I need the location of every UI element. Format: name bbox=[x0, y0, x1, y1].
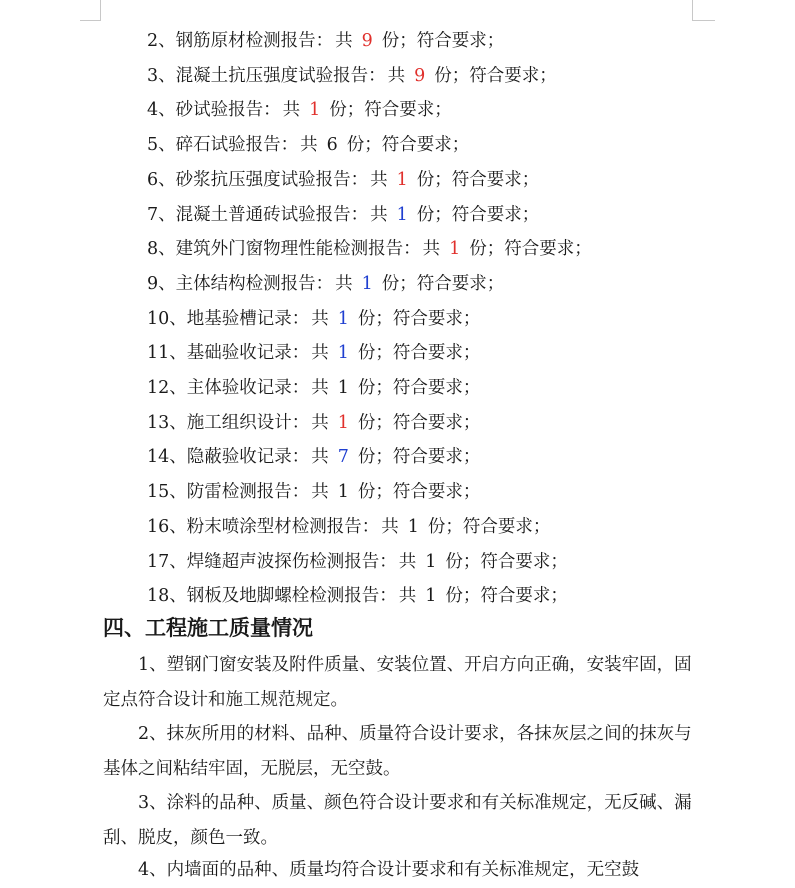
item-count: 1 bbox=[425, 586, 437, 607]
item-number: 17、 bbox=[147, 551, 187, 572]
item-name: 钢筋原材检测报告： bbox=[175, 31, 334, 51]
item-count: 1 bbox=[425, 551, 437, 572]
item-count: 1 bbox=[337, 378, 349, 398]
item-count: 7 bbox=[337, 447, 349, 468]
paragraph: 4、内墙面的品种、质量均符合设计要求和有关标准规定，无空鼓 bbox=[138, 860, 640, 880]
report-list-item bbox=[147, 336, 480, 370]
item-count: 1 bbox=[337, 482, 349, 503]
item-number: 10、 bbox=[147, 308, 187, 329]
item-name: 粉末喷涂型材检测报告： bbox=[186, 516, 380, 537]
item-count: 9 bbox=[414, 65, 426, 86]
item-number: 6、 bbox=[147, 169, 176, 190]
report-list-item bbox=[147, 24, 504, 58]
report-list-item bbox=[147, 406, 480, 440]
report-list-item bbox=[147, 198, 539, 232]
report-list-item bbox=[147, 440, 480, 474]
item-count: 1 bbox=[361, 273, 373, 294]
report-list-item bbox=[147, 475, 480, 509]
item-name: 混凝土普通砖试验报告： bbox=[175, 204, 369, 225]
item-total-label: 共 bbox=[422, 239, 441, 260]
item-total-label: 共 bbox=[387, 65, 406, 86]
item-number: 13、 bbox=[147, 412, 187, 433]
item-count: 6 bbox=[326, 135, 338, 156]
item-total-label: 共 bbox=[311, 447, 329, 468]
item-suffix: 份；符合要求； bbox=[469, 239, 592, 260]
item-total-label: 共 bbox=[282, 100, 301, 121]
item-suffix: 份；符合要求； bbox=[329, 100, 452, 121]
item-count: 1 bbox=[337, 308, 349, 329]
item-count: 1 bbox=[396, 204, 408, 225]
item-count: 1 bbox=[396, 169, 408, 190]
item-number: 16、 bbox=[147, 516, 187, 537]
item-number: 12、 bbox=[147, 378, 187, 398]
item-total-label: 共 bbox=[335, 31, 353, 51]
report-list-item bbox=[147, 232, 592, 266]
item-name: 建筑外门窗物理性能检测报告： bbox=[175, 239, 421, 260]
item-suffix: 份；符合要求； bbox=[357, 412, 481, 433]
report-list-item bbox=[147, 579, 568, 613]
item-suffix: 份；符合要求； bbox=[346, 135, 470, 156]
paragraph: 3、涂料的品种、质量、颜色符合设计要求和有关标准规定，无反碱、漏刮、脱皮，颜色一致。 bbox=[103, 793, 692, 848]
item-total-label: 共 bbox=[300, 135, 318, 156]
item-count: 1 bbox=[337, 412, 349, 433]
item-suffix: 份；符合要求； bbox=[416, 204, 540, 225]
item-name: 碎石试验报告： bbox=[175, 135, 299, 156]
item-total-label: 共 bbox=[398, 551, 417, 572]
item-total-label: 共 bbox=[381, 516, 399, 537]
item-suffix: 份；符合要求； bbox=[357, 308, 481, 329]
item-total-label: 共 bbox=[370, 169, 388, 190]
item-count: 1 bbox=[309, 100, 321, 121]
paragraph: 2、抹灰所用的材料、品种、质量符合设计要求，各抹灰层之间的抹灰与基体之间粘结牢固，无脱层，无空鼓。 bbox=[103, 724, 692, 779]
item-suffix: 份；符合要求； bbox=[427, 516, 551, 537]
paragraph: 1、塑钢门窗安装及附件质量、安装位置、开启方向正确，安装牢固，固定点符合设计和施工规范规定。 bbox=[103, 655, 692, 710]
item-number: 7、 bbox=[147, 204, 176, 225]
item-name: 防雷检测报告： bbox=[186, 482, 310, 503]
item-name: 施工组织设计： bbox=[186, 412, 310, 433]
item-suffix: 份；符合要求； bbox=[434, 65, 557, 86]
report-list-item bbox=[147, 128, 469, 162]
item-name: 主体验收记录： bbox=[186, 378, 310, 398]
item-total-label: 共 bbox=[311, 378, 329, 398]
item-suffix: 份；符合要求； bbox=[416, 169, 540, 190]
item-suffix: 份；符合要求； bbox=[381, 31, 505, 51]
report-list-item bbox=[147, 59, 557, 93]
item-number: 14、 bbox=[147, 447, 187, 468]
item-number: 2、 bbox=[147, 31, 176, 51]
report-list-item bbox=[147, 545, 568, 579]
item-number: 9、 bbox=[147, 273, 176, 294]
item-total-label: 共 bbox=[311, 412, 329, 433]
item-name: 砂浆抗压强度试验报告： bbox=[175, 169, 369, 190]
item-number: 8、 bbox=[147, 239, 176, 260]
item-count: 1 bbox=[337, 343, 349, 364]
item-number: 15、 bbox=[147, 482, 187, 503]
item-number: 3、 bbox=[147, 65, 176, 86]
item-number: 5、 bbox=[147, 135, 176, 156]
report-list-item bbox=[147, 510, 550, 544]
item-total-label: 共 bbox=[311, 343, 329, 364]
item-suffix: 份；符合要求； bbox=[357, 343, 481, 364]
item-name: 混凝土抗压强度试验报告： bbox=[175, 65, 386, 86]
report-list-item bbox=[147, 302, 480, 336]
report-list-item bbox=[147, 93, 452, 127]
item-suffix: 份；符合要求； bbox=[445, 586, 568, 607]
item-name: 隐蔽验收记录： bbox=[186, 447, 310, 468]
item-name: 砂试验报告： bbox=[175, 100, 281, 121]
item-total-label: 共 bbox=[370, 204, 388, 225]
item-total-label: 共 bbox=[311, 308, 329, 329]
item-name: 钢板及地脚螺栓检测报告： bbox=[186, 586, 397, 607]
item-suffix: 份；符合要求； bbox=[357, 447, 481, 468]
item-name: 基础验收记录： bbox=[186, 343, 310, 364]
item-count: 9 bbox=[361, 31, 373, 51]
item-number: 4、 bbox=[147, 100, 176, 121]
item-suffix: 份；符合要求； bbox=[357, 482, 481, 503]
item-total-label: 共 bbox=[335, 273, 353, 294]
item-suffix: 份；符合要求； bbox=[445, 551, 568, 572]
report-list-item bbox=[147, 371, 480, 405]
crop-mark-left bbox=[80, 0, 101, 21]
item-name: 主体结构检测报告： bbox=[175, 273, 334, 294]
item-count: 1 bbox=[407, 516, 419, 537]
item-suffix: 份；符合要求； bbox=[381, 273, 505, 294]
crop-mark-right bbox=[692, 0, 715, 21]
item-name: 焊缝超声波探伤检测报告： bbox=[186, 551, 397, 572]
item-count: 1 bbox=[449, 239, 461, 260]
section-heading: 四、工程施工质量情况 bbox=[103, 616, 313, 640]
item-total-label: 共 bbox=[398, 586, 417, 607]
report-list-item bbox=[147, 163, 539, 197]
item-name: 地基验槽记录： bbox=[186, 308, 310, 329]
item-number: 18、 bbox=[147, 586, 187, 607]
item-total-label: 共 bbox=[311, 482, 329, 503]
report-list-item bbox=[147, 267, 504, 301]
item-suffix: 份；符合要求； bbox=[357, 378, 481, 398]
item-number: 11、 bbox=[147, 343, 187, 364]
